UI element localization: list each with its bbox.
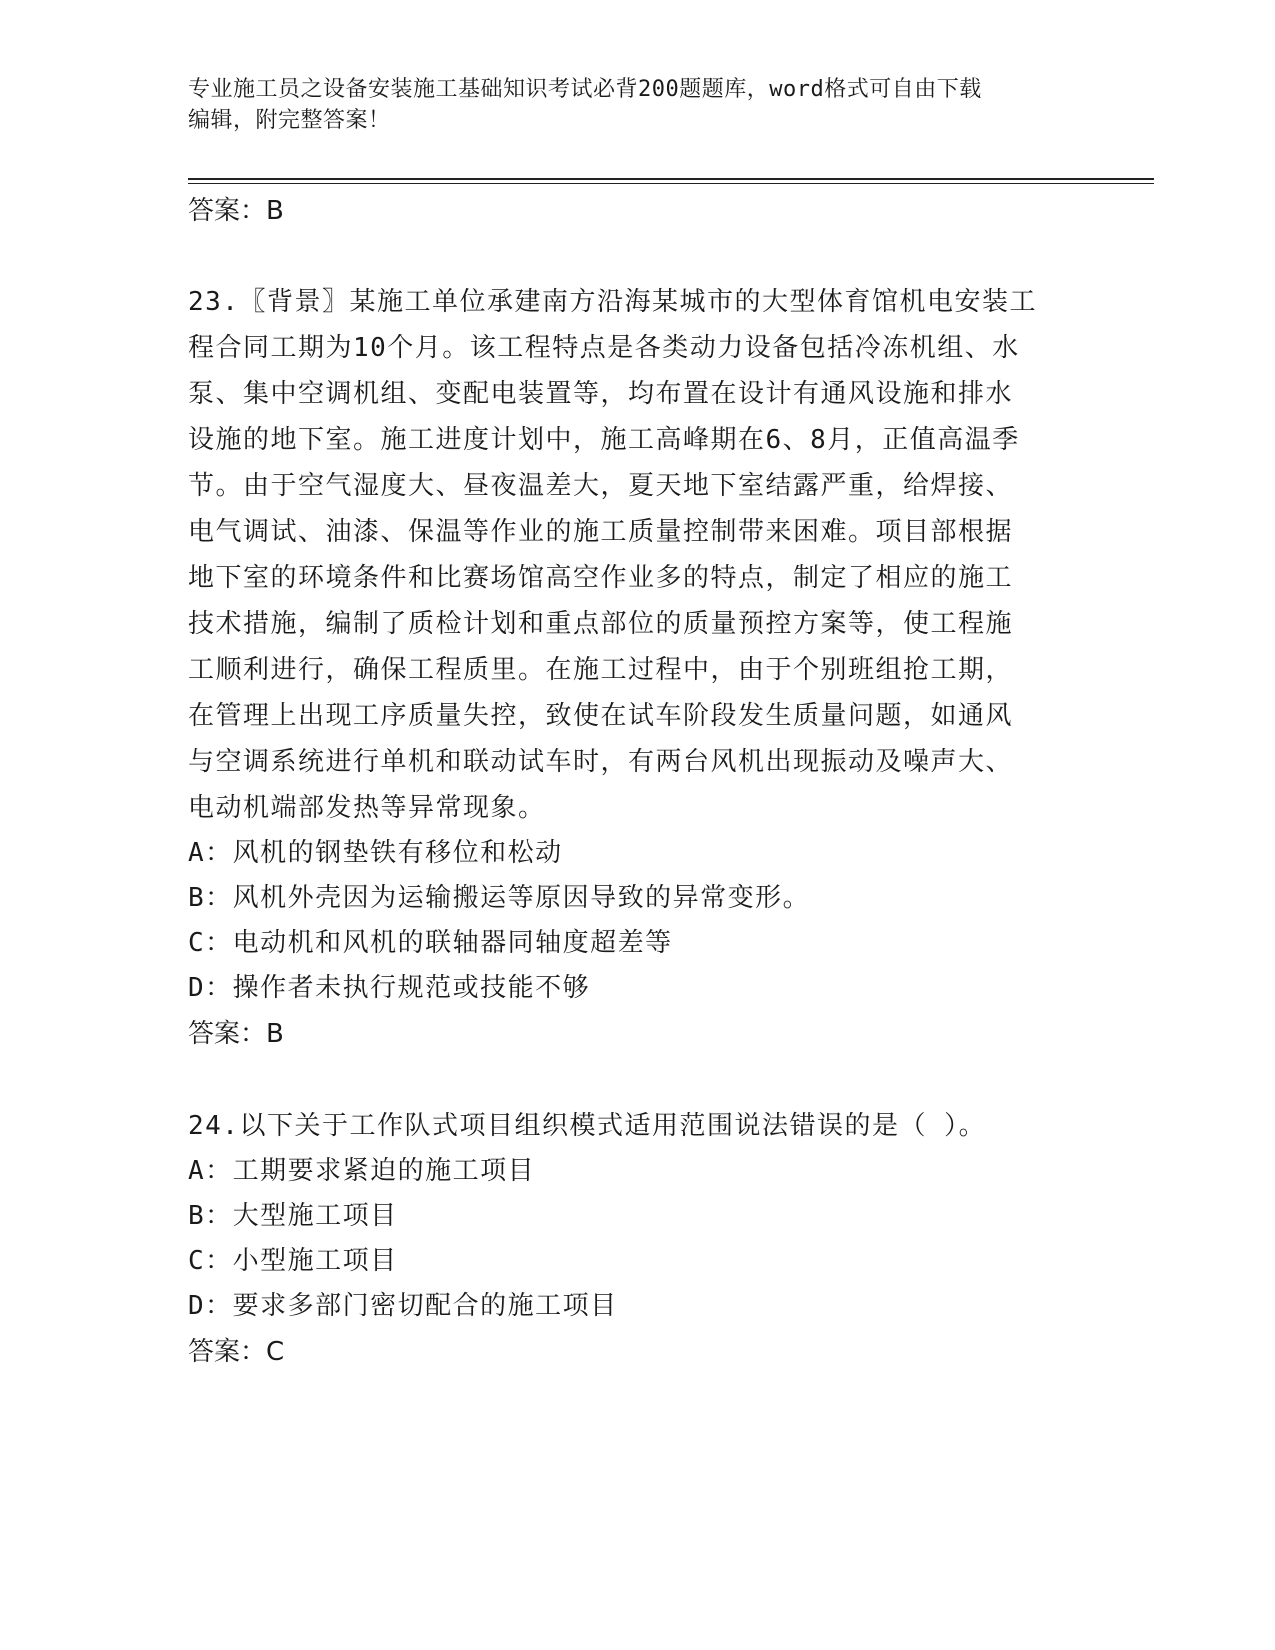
- question-line: 技术措施，编制了质检计划和重点部位的质量预控方案等，使工程施: [188, 609, 1014, 639]
- spacer: [188, 234, 1088, 279]
- header-divider-thin: [188, 183, 1154, 184]
- question-line: 节。由于空气湿度大、昼夜温差大，夏天地下室结露严重，给焊接、: [188, 471, 1014, 501]
- option-d: D：要求多部门密切配合的施工项目: [188, 1291, 618, 1321]
- option-b: B：大型施工项目: [188, 1201, 398, 1231]
- question-line: 地下室的环境条件和比赛场馆高空作业多的特点，制定了相应的施工: [188, 563, 1014, 593]
- question-line: 电动机端部发热等异常现象。: [188, 793, 546, 823]
- option-d: D：操作者未执行规范或技能不够: [188, 973, 591, 1003]
- question-line: 在管理上出现工序质量失控，致使在试车阶段发生质量问题，如通风: [188, 701, 1014, 731]
- question-23: [188, 279, 1088, 1057]
- header-title-line-1: 专业施工员之设备安装施工基础知识考试必背200题题库，word格式可自由下载: [188, 77, 982, 102]
- question-line: 24.以下关于工作队式项目组织模式适用范围说法错误的是（ ）。: [188, 1111, 987, 1141]
- option-c: C：小型施工项目: [188, 1246, 398, 1276]
- spacer: [188, 1057, 1088, 1103]
- option-a: A：工期要求紧迫的施工项目: [188, 1156, 536, 1186]
- question-line: 23.〖背景〗某施工单位承建南方沿海某城市的大型体育馆机电安装工: [188, 287, 1037, 317]
- option-b: B：风机外壳因为运输搬运等原因导致的异常变形。: [188, 883, 811, 913]
- answer: 答案：B: [188, 1019, 284, 1049]
- previous-answer: 答案：B: [188, 196, 284, 226]
- document-body: [188, 188, 1088, 1375]
- header-title-line-2: 编辑，附完整答案！: [188, 108, 391, 133]
- question-line: 程合同工期为10个月。该工程特点是各类动力设备包括冷冻机组、水: [188, 333, 1020, 363]
- question-line: 与空调系统进行单机和联动试车时，有两台风机出现振动及噪声大、: [188, 747, 1014, 777]
- question-line: 电气调试、油漆、保温等作业的施工质量控制带来困难。项目部根据: [188, 517, 1014, 547]
- answer: 答案：C: [188, 1337, 285, 1367]
- option-c: C：电动机和风机的联轴器同轴度超差等: [188, 928, 673, 958]
- header-divider-thick: [188, 178, 1154, 180]
- question-24: [188, 1103, 1088, 1375]
- question-line: 工顺利进行，确保工程质里。在施工过程中，由于个别班组抢工期，: [188, 655, 1014, 685]
- question-line: 泵、集中空调机组、变配电装置等，均布置在设计有通风设施和排水: [188, 379, 1014, 409]
- question-line: 设施的地下室。施工进度计划中，施工高峰期在6、8月，正值高温季: [188, 425, 1020, 455]
- option-a: A：风机的钢垫铁有移位和松动: [188, 838, 563, 868]
- document-header: [188, 74, 1088, 136]
